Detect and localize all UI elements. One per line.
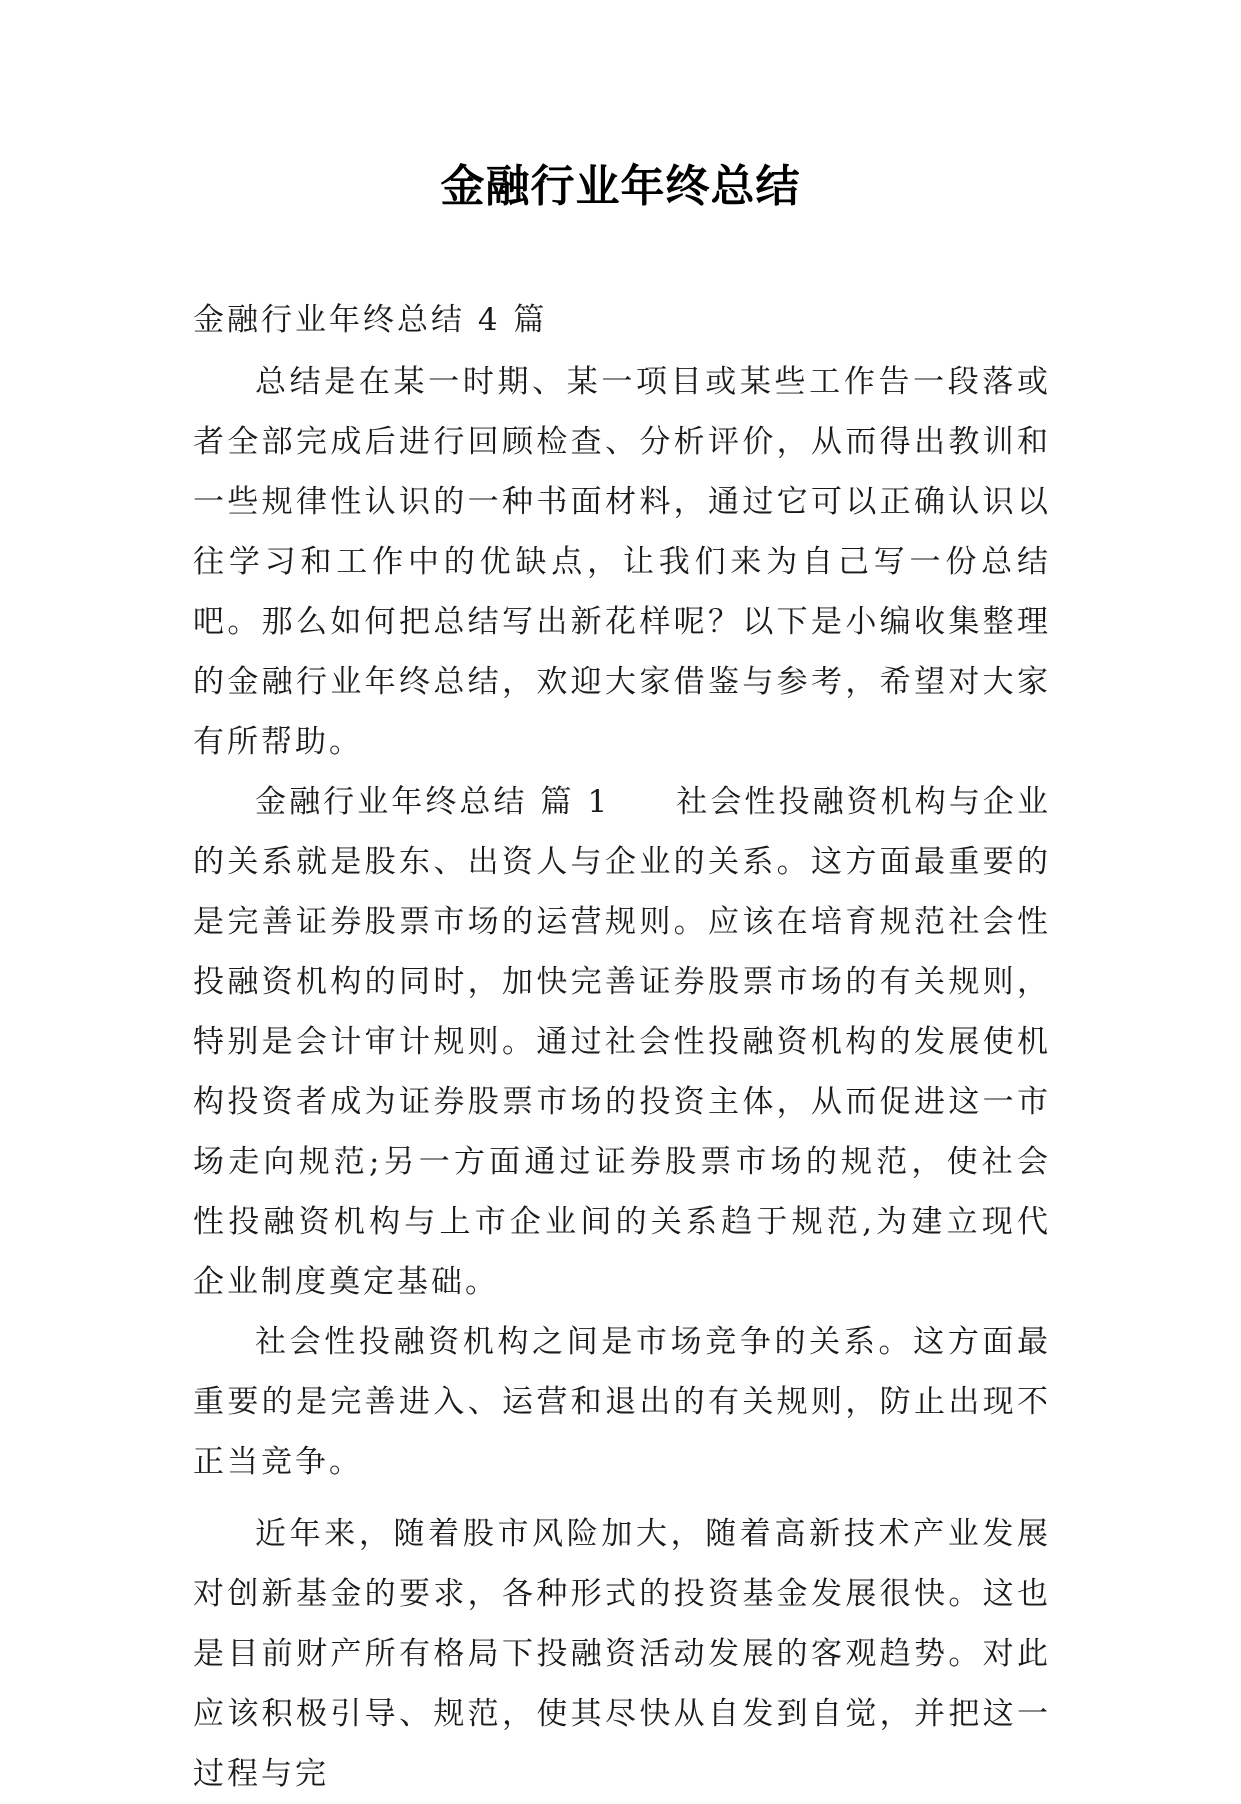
- intro-paragraph: 总结是在某一时期、某一项目或某些工作告一段落或者全部完成后进行回顾检查、分析评价，从而得出教训和一些规律性认识的一种书面材料，通过它可以正确认识以往学习和工作中的优缺点，让我们来为自己写一份总结吧。那么如何把总结写出新花样呢？以下是小编收集整理的金融行业年终总结，欢迎大家借鉴与参考，希望对大家有所帮助。: [193, 364, 1051, 760]
- document-subtitle: 金融行业年终总结 4 篇: [193, 302, 548, 338]
- paragraph-3: 近年来，随着股市风险加大，随着高新技术产业发展对创新基金的要求，各种形式的投资基金发展很快。这也是目前财产所有格局下投融资活动发展的客观趋势。对此应该积极引导、规范，使其尽快从自发到自觉，并把这一过程与完: [193, 1516, 1051, 1792]
- section1-paragraph: [193, 772, 1051, 1312]
- document-title: 金融行业年终总结: [440, 161, 801, 212]
- section1-heading: 金融行业年终总结 篇 1: [255, 784, 611, 820]
- document-body: [193, 290, 1051, 1804]
- paragraph-2: 社会性投融资机构之间是市场竞争的关系。这方面最重要的是完善进入、运营和退出的有关规则，防止出现不正当竞争。: [193, 1324, 1051, 1480]
- section1-text: 社会性投融资机构与企业的关系就是股东、出资人与企业的关系。这方面最重要的是完善证券股票市场的运营规则。应该在培育规范社会性投融资机构的同时，加快完善证券股票市场的有关规则，特别是会计审计规则。通过社会性投融资机构的发展使机构投资者成为证券股票市场的投资主体，从而促进这一市场走向规范;另一方面通过证券股票市场的规范，使社会性投融资机构与上市企业间的关系趋于规范,为建立现代企业制度奠定基础。: [193, 784, 1051, 1300]
